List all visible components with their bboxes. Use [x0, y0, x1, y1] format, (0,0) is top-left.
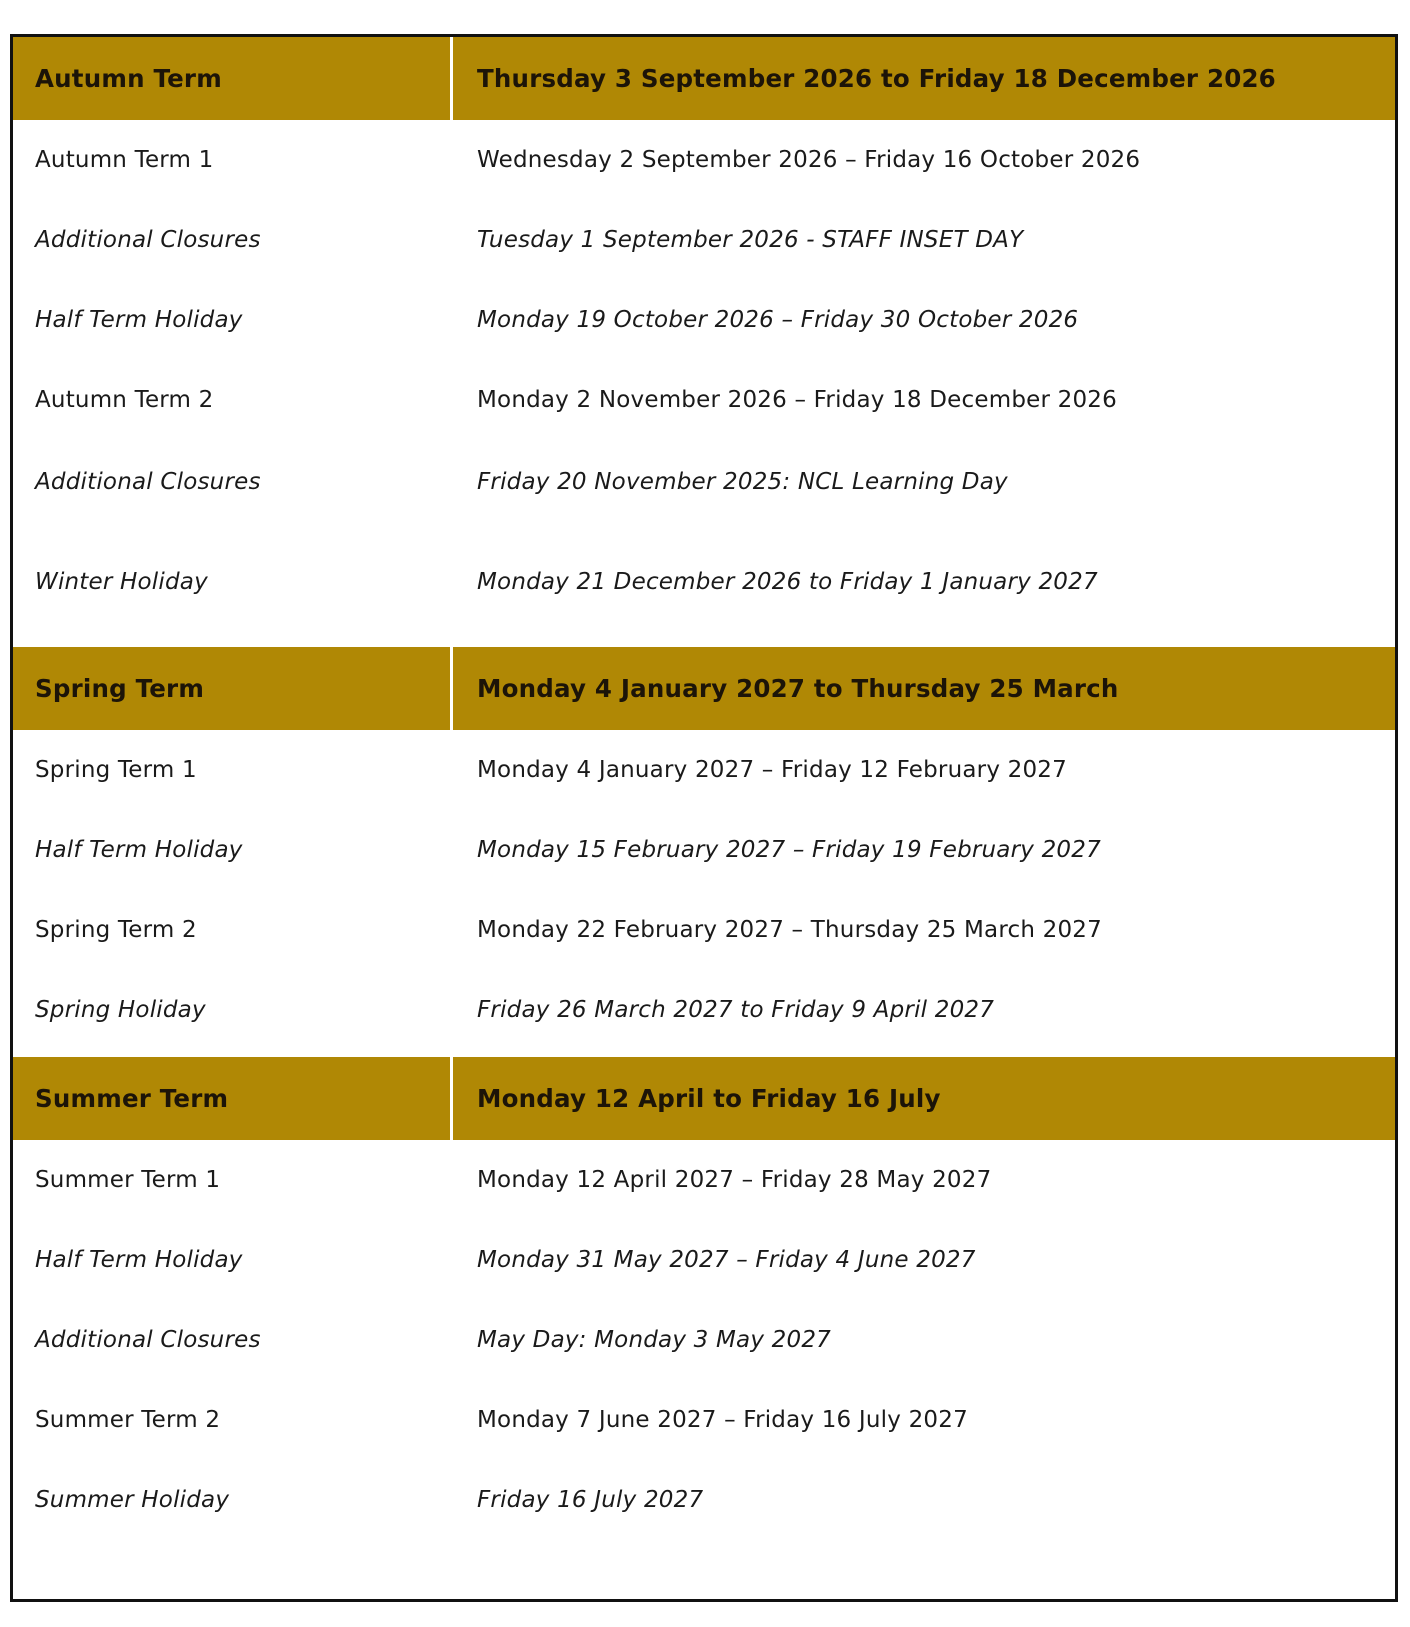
row-value: Monday 4 January 2027 – Friday 12 February 2027 — [477, 757, 1067, 783]
table-row — [13, 200, 1395, 280]
row-value: Tuesday 1 September 2026 - STAFF INSET DAY — [477, 227, 1024, 253]
row-value: May Day: Monday 3 May 2027 — [477, 1327, 831, 1353]
term-header-spring — [13, 647, 1395, 730]
row-label: Half Term Holiday — [35, 837, 243, 863]
row-label: Summer Term 2 — [35, 1407, 221, 1433]
table-row — [13, 280, 1395, 360]
row-label: Spring Holiday — [35, 997, 206, 1023]
row-value: Wednesday 2 September 2026 – Friday 16 October 2026 — [477, 147, 1141, 173]
table-row — [13, 810, 1395, 890]
row-value: Monday 19 October 2026 – Friday 30 October 2026 — [477, 307, 1079, 333]
term-dates: Monday 12 April to Friday 16 July — [453, 1057, 1395, 1140]
table-row — [13, 360, 1395, 440]
row-label: Autumn Term 2 — [35, 387, 214, 413]
row-value: Friday 16 July 2027 — [477, 1487, 704, 1513]
row-label: Additional Closures — [35, 227, 261, 253]
table-row — [13, 1140, 1395, 1220]
row-value: Monday 2 November 2026 – Friday 18 December 2026 — [477, 387, 1117, 413]
row-label: Winter Holiday — [35, 569, 208, 595]
row-label: Summer Term 1 — [35, 1167, 221, 1193]
row-label: Additional Closures — [35, 469, 261, 495]
term-name: Autumn Term — [13, 37, 453, 120]
row-label: Half Term Holiday — [35, 1247, 243, 1273]
row-label: Spring Term 1 — [35, 757, 197, 783]
term-dates: Monday 4 January 2027 to Thursday 25 March — [453, 647, 1395, 730]
row-label: Half Term Holiday — [35, 307, 243, 333]
table-row — [13, 1300, 1395, 1380]
row-value: Friday 20 November 2025: NCL Learning Day — [477, 469, 1008, 495]
term-dates-table — [10, 34, 1398, 1602]
row-value: Monday 12 April 2027 – Friday 28 May 2027 — [477, 1167, 992, 1193]
table-row — [13, 542, 1395, 622]
row-value: Friday 26 March 2027 to Friday 9 April 2027 — [477, 997, 995, 1023]
term-header-summer — [13, 1057, 1395, 1140]
row-value: Monday 15 February 2027 – Friday 19 February 2027 — [477, 837, 1101, 863]
table-row — [13, 1220, 1395, 1300]
term-dates: Thursday 3 September 2026 to Friday 18 December 2026 — [453, 37, 1395, 120]
table-row — [13, 1380, 1395, 1460]
term-name: Spring Term — [13, 647, 453, 730]
row-label: Summer Holiday — [35, 1487, 230, 1513]
table-row — [13, 890, 1395, 970]
row-value: Monday 7 June 2027 – Friday 16 July 2027 — [477, 1407, 968, 1433]
table-row — [13, 120, 1395, 200]
table-row — [13, 970, 1395, 1050]
row-value: Monday 31 May 2027 – Friday 4 June 2027 — [477, 1247, 976, 1273]
term-header-autumn — [13, 37, 1395, 120]
table-row — [13, 730, 1395, 810]
table-row — [13, 1460, 1395, 1540]
row-label: Spring Term 2 — [35, 917, 197, 943]
row-label: Autumn Term 1 — [35, 147, 214, 173]
table-row — [13, 440, 1395, 524]
row-value: Monday 22 February 2027 – Thursday 25 March 2027 — [477, 917, 1102, 943]
row-label: Additional Closures — [35, 1327, 261, 1353]
row-value: Monday 21 December 2026 to Friday 1 January 2027 — [477, 569, 1098, 595]
term-name: Summer Term — [13, 1057, 453, 1140]
